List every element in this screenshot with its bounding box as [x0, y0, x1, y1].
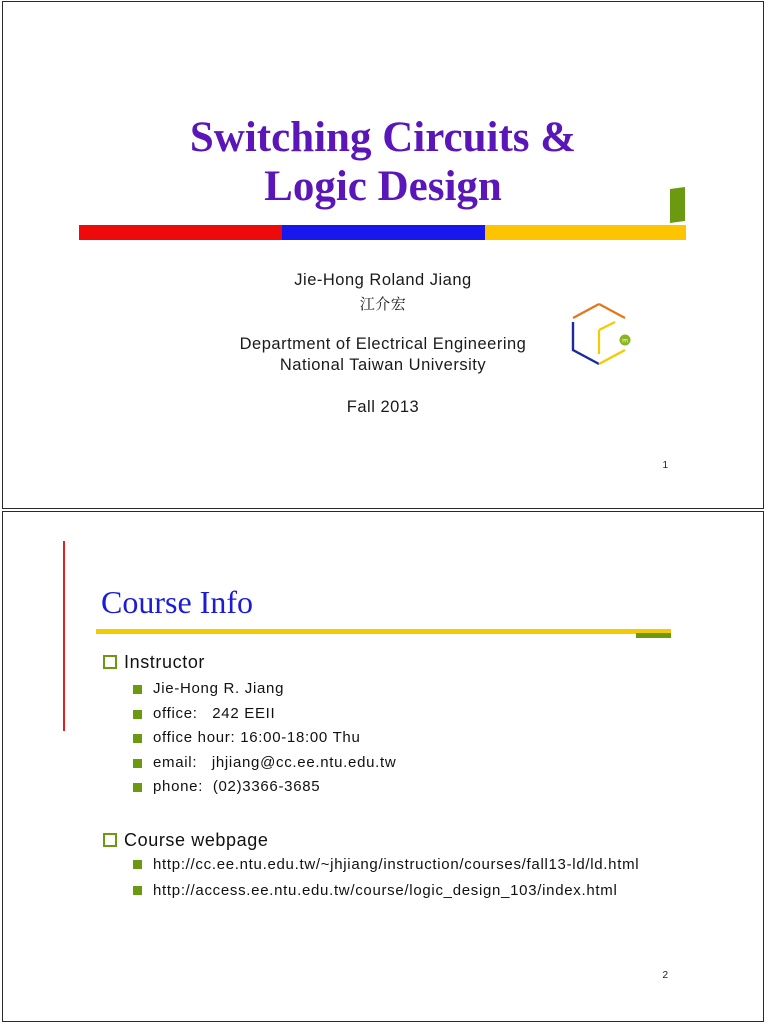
webpage-list: [103, 855, 683, 901]
square-bullet-icon: [133, 783, 142, 792]
department-name: Department of Electrical Engineering: [239, 335, 527, 353]
page-number: 2: [662, 970, 668, 981]
title-underline-accent: [636, 633, 671, 638]
square-bullet-icon: [133, 860, 142, 869]
slide-title: Course Info: [101, 584, 253, 620]
instructor-list: [103, 677, 396, 800]
webpage-heading: Course webpage: [124, 830, 269, 850]
list-item: [133, 677, 396, 702]
square-bullet-icon: [133, 710, 142, 719]
university-name: National Taiwan University: [279, 356, 487, 374]
red-stripe: [79, 225, 282, 240]
instructor-section: [103, 651, 396, 800]
course-webpage-section: [103, 829, 683, 907]
instructor-office: office: 242 EEII: [153, 704, 276, 722]
page-number: 1: [662, 460, 668, 471]
side-red-rule: [63, 541, 65, 731]
university-cube-logo-icon: [565, 300, 633, 370]
title-underline: [96, 629, 671, 634]
yellow-stripe: [485, 225, 686, 240]
slide-title-line-1: Switching Circuits &: [189, 114, 577, 161]
decorative-green-tab: [670, 187, 685, 223]
list-item: [133, 881, 683, 901]
instructor-name: Jie-Hong R. Jiang: [153, 680, 285, 697]
author-name: Jie-Hong Roland Jiang: [294, 271, 472, 289]
square-bullet-icon: [133, 759, 142, 768]
square-bullet-icon: [133, 685, 142, 694]
list-item: [133, 702, 396, 727]
instructor-email: email: jhjiang@cc.ee.ntu.edu.tw: [153, 753, 397, 771]
instructor-heading: Instructor: [124, 652, 206, 672]
webpage-heading-row: [103, 829, 683, 851]
list-item: [133, 855, 683, 875]
blue-stripe: [282, 225, 485, 240]
square-bullet-icon: [133, 886, 142, 895]
author-name-chinese: 江介宏: [359, 295, 407, 313]
instructor-phone: phone: (02)3366-3685: [153, 778, 321, 795]
svg-text:m: m: [622, 337, 628, 345]
list-item: [133, 751, 396, 776]
course-url-link[interactable]: http://cc.ee.ntu.edu.tw/~jhjiang/instruction/courses/fall13-ld/ld.html: [153, 856, 640, 873]
square-bullet-icon: [133, 734, 142, 743]
hollow-square-bullet-icon: [103, 833, 117, 847]
course-url-link[interactable]: http://access.ee.ntu.edu.tw/course/logic_design_103/index.html: [153, 882, 618, 899]
list-item: [133, 775, 396, 800]
title-slide: [2, 1, 764, 509]
list-item: [133, 726, 396, 751]
instructor-heading-row: [103, 651, 396, 673]
slide-title-line-2: Logic Design: [264, 163, 502, 210]
term-label: Fall 2013: [346, 398, 420, 416]
hollow-square-bullet-icon: [103, 655, 117, 669]
instructor-office-hour: office hour: 16:00-18:00 Thu: [153, 729, 361, 746]
